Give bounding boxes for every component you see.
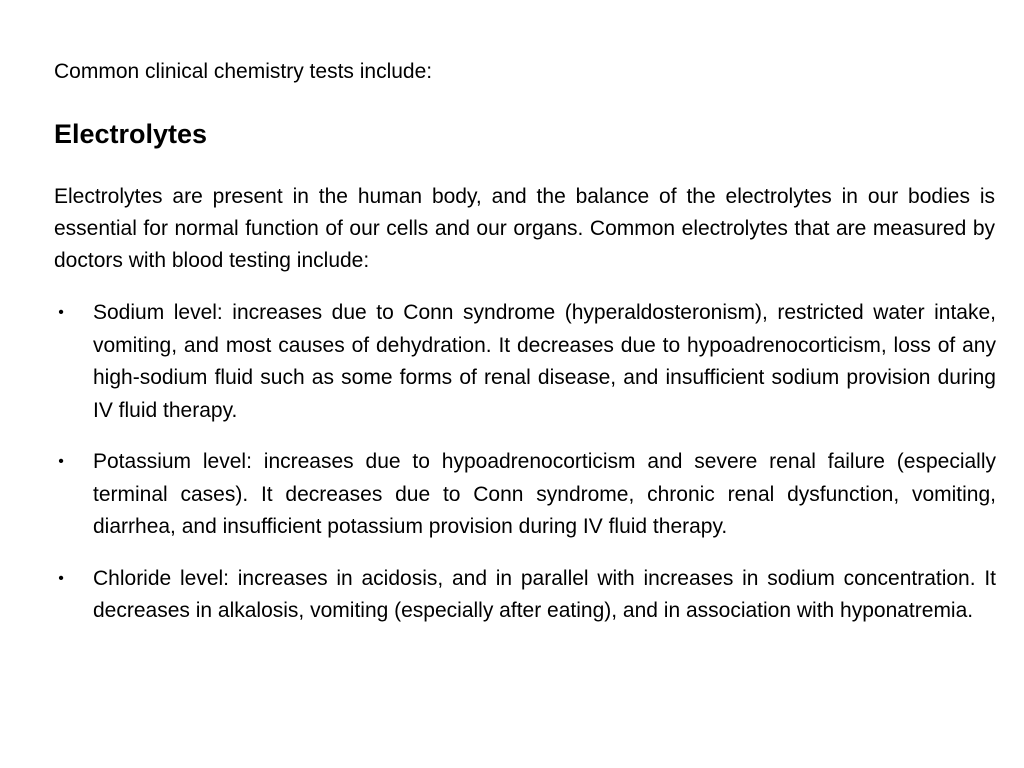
section-heading: Electrolytes [54,119,208,149]
bullet-icon: • [58,304,64,321]
bullet-icon: • [58,569,64,587]
list-item [54,563,996,628]
list-item-text: Sodium level: increases due to Conn syndrome (hyperaldosteronism), restricted water intake, vomiting, and most causes of dehydration. It decreases due to hypoadrenocorticism, loss of any high-sodium fluid such as some forms of renal disease, and insufficient sodium provision during IV fluid therapy. [93,301,996,422]
list-item-text: Potassium level: increases due to hypoadrenocorticism and severe renal failure (especially terminal cases). It decreases due to Conn syndrome, chronic renal dysfunction, vomiting, diarrhea, and insufficient potassium provision during IV fluid therapy. [93,450,996,538]
list-item [54,446,996,544]
body-paragraph: Electrolytes are present in the human body, and the balance of the electrolytes in our bodies is essential for normal function of our cells and our organs. Common electrolytes that are measured by doctors with blood testing include: [54,185,995,272]
list-item-text: Chloride level: increases in acidosis, and in parallel with increases in sodium concentration. It decreases in alkalosis, vomiting (especially after eating), and in association with hyponatremia. [93,566,996,622]
electrolyte-list [54,297,996,647]
intro-text: Common clinical chemistry tests include: [54,60,433,83]
list-item [54,297,996,427]
bullet-icon: • [58,453,64,470]
